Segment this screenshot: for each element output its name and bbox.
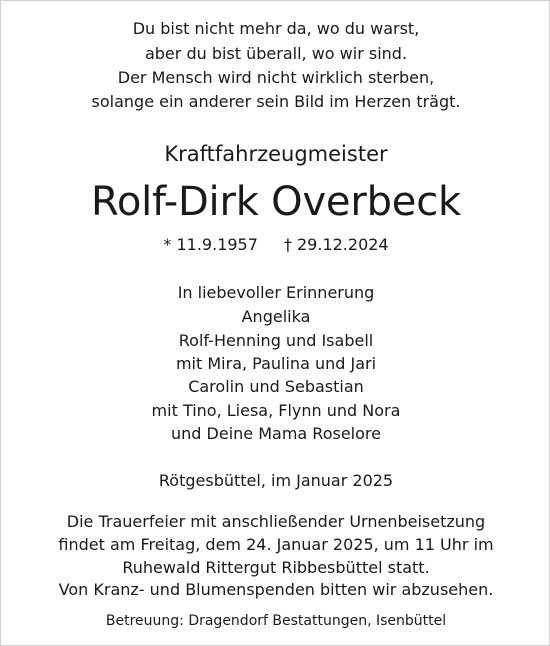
undertaker-credit: Betreuung: Dragendorf Bestattungen, Isenbüttel [105,613,447,629]
poem-line: aber du bist überall, wo wir sind. [144,44,408,63]
death-date: † 29.12.2024 [283,235,389,254]
mourner-line: und Deine Mama Roselore [171,424,381,443]
funeral-notice-line: Ruhewald Rittergut Ribbesbüttel statt. [122,558,430,577]
mourner-line: mit Tino, Liesa, Flynn und Nora [151,401,401,420]
mourner-line: Angelika [241,307,311,326]
mourner-line: Carolin und Sebastian [188,377,364,396]
mourner-line: mit Mira, Paulina und Jari [175,354,377,373]
poem-line: solange ein anderer sein Bild im Herzen trägt. [91,92,461,111]
life-dates [1,234,550,256]
deceased-name: Rolf-Dirk Overbeck [91,179,461,225]
place-date: Rötgesbüttel, im Januar 2025 [158,471,394,490]
funeral-notice-line: Von Kranz- und Blumenspenden bitten wir abzusehen. [58,580,494,599]
funeral-notice-line: Die Trauerfeier mit anschließender Urnenbeisetzung [66,512,486,531]
mourner-line: Rolf-Henning und Isabell [178,331,374,350]
funeral-notice-line: findet am Freitag, dem 24. Januar 2025, um 11 Uhr im [58,535,494,554]
poem-line: Du bist nicht mehr da, wo du warst, [132,19,420,38]
poem-line: Der Mensch wird nicht wirklich sterben, [117,68,435,87]
deceased-profession: Kraftfahrzeugmeister [164,142,388,166]
mourner-line: In liebevoller Erinnerung [177,283,375,302]
birth-date: * 11.9.1957 [163,235,258,254]
